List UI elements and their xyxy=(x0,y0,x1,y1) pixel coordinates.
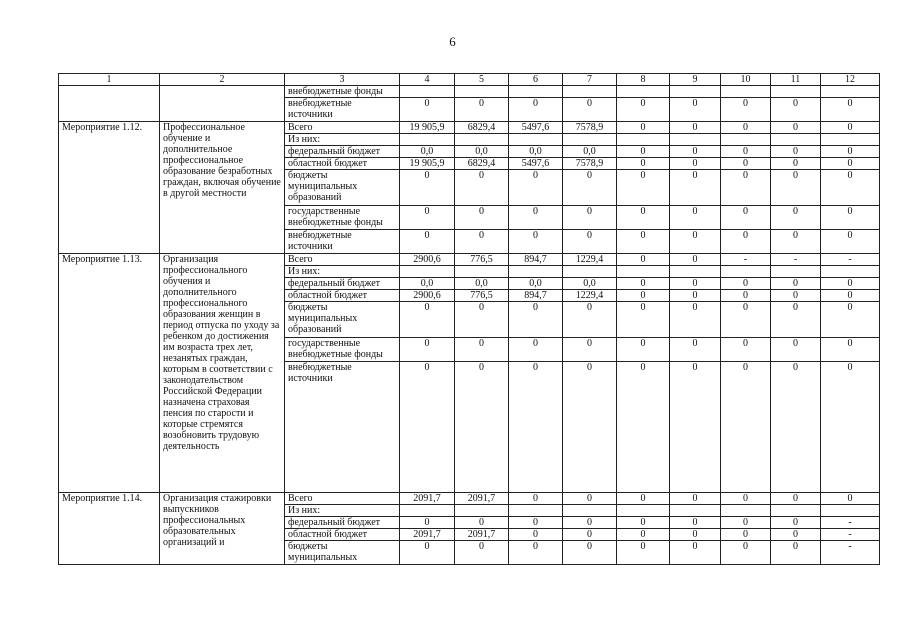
amount-cell: 0 xyxy=(771,529,821,541)
amount-cell: 0 xyxy=(455,338,509,362)
amount-cell: 0 xyxy=(400,170,455,206)
amount-cell xyxy=(509,266,563,278)
amount-cell: 6829,4 xyxy=(455,122,509,134)
amount-cell: 0 xyxy=(721,541,771,565)
amount-cell xyxy=(400,266,455,278)
table-row xyxy=(59,254,880,266)
amount-cell: 5497,6 xyxy=(509,158,563,170)
amount-cell: 0 xyxy=(563,493,617,505)
measure-description xyxy=(160,86,285,122)
amount-cell: 0 xyxy=(721,302,771,338)
measure-label: Мероприятие 1.12. xyxy=(59,122,160,254)
amount-cell: 0 xyxy=(509,517,563,529)
measure-description: Организация стажировки выпускников профессиональных образовательных организаций и xyxy=(160,493,285,565)
amount-cell: 0 xyxy=(400,206,455,230)
table-row xyxy=(59,122,880,134)
amount-cell: 6829,4 xyxy=(455,158,509,170)
amount-cell: 0 xyxy=(617,541,670,565)
amount-cell: 0 xyxy=(617,290,670,302)
amount-cell: 0 xyxy=(771,362,821,493)
amount-cell: 0 xyxy=(771,338,821,362)
amount-cell: 0 xyxy=(617,254,670,266)
amount-cell xyxy=(821,134,880,146)
funding-source: Всего xyxy=(285,254,400,266)
amount-cell xyxy=(509,86,563,98)
amount-cell: 0 xyxy=(670,362,721,493)
amount-cell xyxy=(670,266,721,278)
amount-cell: 2900,6 xyxy=(400,290,455,302)
amount-cell xyxy=(670,86,721,98)
amount-cell: 1229,4 xyxy=(563,254,617,266)
amount-cell: 0 xyxy=(563,230,617,254)
amount-cell: 0 xyxy=(670,146,721,158)
amount-cell xyxy=(617,505,670,517)
funding-source: бюджеты муниципальных xyxy=(285,541,400,565)
amount-cell: 0 xyxy=(670,278,721,290)
amount-cell: 0 xyxy=(771,541,821,565)
amount-cell xyxy=(455,505,509,517)
amount-cell xyxy=(670,134,721,146)
amount-cell: 0 xyxy=(821,302,880,338)
amount-cell xyxy=(721,505,771,517)
amount-cell: 19 905,9 xyxy=(400,158,455,170)
measure-description: Организация профессионального обучения и дополнительного профессионального образования женщин в период отпуска по уходу за ребенком до достижения им возраста трех лет, незанятых граждан, которым в соответствии с законодательством Российской Федерации назначена страховая пенсия по старости и которые стремятся возобновить трудовую деятельность xyxy=(160,254,285,493)
column-number: 6 xyxy=(509,74,563,86)
amount-cell xyxy=(821,266,880,278)
amount-cell: 0 xyxy=(670,541,721,565)
amount-cell: 0 xyxy=(771,158,821,170)
amount-cell: 2091,7 xyxy=(400,529,455,541)
amount-cell: 0 xyxy=(400,302,455,338)
amount-cell: 0 xyxy=(563,170,617,206)
amount-cell: 0 xyxy=(721,146,771,158)
amount-cell: 0 xyxy=(617,302,670,338)
amount-cell: 0 xyxy=(617,338,670,362)
amount-cell: 0 xyxy=(670,254,721,266)
amount-cell: 0 xyxy=(617,170,670,206)
amount-cell: 0 xyxy=(670,98,721,122)
funding-source: областной бюджет xyxy=(285,529,400,541)
column-number: 8 xyxy=(617,74,670,86)
amount-cell: 0,0 xyxy=(509,146,563,158)
amount-cell: 0 xyxy=(821,338,880,362)
amount-cell: 0 xyxy=(455,541,509,565)
amount-cell: 0 xyxy=(563,302,617,338)
amount-cell xyxy=(617,86,670,98)
page-number: 6 xyxy=(449,34,456,49)
column-number: 7 xyxy=(563,74,617,86)
funding-source: федеральный бюджет xyxy=(285,517,400,529)
amount-cell: 0 xyxy=(455,362,509,493)
amount-cell: 0 xyxy=(455,517,509,529)
amount-cell: 0 xyxy=(721,158,771,170)
funding-source: Из них: xyxy=(285,505,400,517)
amount-cell: 0 xyxy=(821,493,880,505)
amount-cell: - xyxy=(721,254,771,266)
amount-cell xyxy=(455,134,509,146)
funding-source: бюджеты муниципальных образований xyxy=(285,170,400,206)
amount-cell: 0,0 xyxy=(400,278,455,290)
amount-cell: 0 xyxy=(821,206,880,230)
amount-cell: 0 xyxy=(721,529,771,541)
amount-cell: 894,7 xyxy=(509,254,563,266)
measure-label: Мероприятие 1.14. xyxy=(59,493,160,565)
measure-label xyxy=(59,86,160,122)
amount-cell: 0 xyxy=(771,98,821,122)
amount-cell: 5497,6 xyxy=(509,122,563,134)
amount-cell: 0 xyxy=(771,278,821,290)
amount-cell: 7578,9 xyxy=(563,158,617,170)
amount-cell: 0 xyxy=(771,517,821,529)
amount-cell: 0 xyxy=(400,98,455,122)
amount-cell: 0 xyxy=(721,170,771,206)
table-row xyxy=(59,493,880,505)
column-number: 5 xyxy=(455,74,509,86)
amount-cell: 2091,7 xyxy=(400,493,455,505)
amount-cell xyxy=(771,86,821,98)
funding-source: федеральный бюджет xyxy=(285,278,400,290)
amount-cell: 0 xyxy=(563,529,617,541)
funding-source: внебюджетные источники xyxy=(285,362,400,493)
amount-cell: 0 xyxy=(617,278,670,290)
amount-cell: 0 xyxy=(400,517,455,529)
amount-cell xyxy=(455,86,509,98)
funding-source: Из них: xyxy=(285,266,400,278)
budget-table xyxy=(58,73,880,565)
amount-cell: 776,5 xyxy=(455,290,509,302)
amount-cell: 0 xyxy=(400,541,455,565)
amount-cell xyxy=(821,86,880,98)
amount-cell: 0 xyxy=(617,206,670,230)
amount-cell: 0 xyxy=(721,517,771,529)
amount-cell: 0 xyxy=(771,230,821,254)
amount-cell: 0 xyxy=(455,170,509,206)
amount-cell: 894,7 xyxy=(509,290,563,302)
amount-cell: 0 xyxy=(670,230,721,254)
amount-cell: 0 xyxy=(563,98,617,122)
amount-cell: 0 xyxy=(509,529,563,541)
amount-cell xyxy=(617,134,670,146)
amount-cell: 0 xyxy=(509,338,563,362)
amount-cell: 2091,7 xyxy=(455,529,509,541)
amount-cell: 0 xyxy=(821,146,880,158)
amount-cell: 0 xyxy=(771,170,821,206)
amount-cell: 0 xyxy=(617,517,670,529)
amount-cell: 0 xyxy=(821,362,880,493)
amount-cell xyxy=(509,134,563,146)
amount-cell xyxy=(617,266,670,278)
amount-cell: 0 xyxy=(617,146,670,158)
funding-source: Всего xyxy=(285,493,400,505)
amount-cell: - xyxy=(821,254,880,266)
amount-cell: 0,0 xyxy=(509,278,563,290)
funding-source: внебюджетные источники xyxy=(285,230,400,254)
funding-source: областной бюджет xyxy=(285,158,400,170)
amount-cell xyxy=(455,266,509,278)
amount-cell: 0 xyxy=(455,302,509,338)
amount-cell: 0,0 xyxy=(563,146,617,158)
amount-cell: 0 xyxy=(670,517,721,529)
amount-cell: 0 xyxy=(509,170,563,206)
amount-cell: 0 xyxy=(455,206,509,230)
funding-source: Из них: xyxy=(285,134,400,146)
funding-source: внебюджетные источники xyxy=(285,98,400,122)
amount-cell: 0 xyxy=(509,493,563,505)
column-number-row xyxy=(59,74,880,86)
column-number: 11 xyxy=(771,74,821,86)
amount-cell xyxy=(670,505,721,517)
amount-cell: 0 xyxy=(771,206,821,230)
amount-cell: 0 xyxy=(617,529,670,541)
funding-source: областной бюджет xyxy=(285,290,400,302)
amount-cell xyxy=(563,134,617,146)
amount-cell: 0 xyxy=(771,146,821,158)
amount-cell xyxy=(821,505,880,517)
amount-cell xyxy=(563,505,617,517)
amount-cell: 0 xyxy=(617,158,670,170)
column-number: 3 xyxy=(285,74,400,86)
amount-cell: 0 xyxy=(670,122,721,134)
amount-cell: 19 905,9 xyxy=(400,122,455,134)
amount-cell: 0 xyxy=(563,206,617,230)
amount-cell: 0,0 xyxy=(455,278,509,290)
amount-cell: 0 xyxy=(617,122,670,134)
amount-cell: 0 xyxy=(670,302,721,338)
amount-cell xyxy=(563,266,617,278)
amount-cell: 0 xyxy=(455,98,509,122)
amount-cell: 0 xyxy=(509,98,563,122)
amount-cell: 0 xyxy=(771,122,821,134)
amount-cell: 2091,7 xyxy=(455,493,509,505)
amount-cell: 1229,4 xyxy=(563,290,617,302)
amount-cell xyxy=(721,266,771,278)
column-number: 12 xyxy=(821,74,880,86)
amount-cell: 0 xyxy=(821,290,880,302)
amount-cell: 0 xyxy=(509,362,563,493)
measure-description: Профессиональное обучение и дополнительное профессиональное образование безработных граждан, включая обучение в другой местности xyxy=(160,122,285,254)
amount-cell xyxy=(771,505,821,517)
amount-cell: 0 xyxy=(821,158,880,170)
amount-cell: 776,5 xyxy=(455,254,509,266)
amount-cell: 0 xyxy=(509,302,563,338)
amount-cell: 0 xyxy=(509,206,563,230)
amount-cell: 0 xyxy=(721,362,771,493)
amount-cell xyxy=(721,134,771,146)
column-number: 10 xyxy=(721,74,771,86)
table-body xyxy=(59,74,880,565)
column-number: 4 xyxy=(400,74,455,86)
column-number: 9 xyxy=(670,74,721,86)
funding-source: Всего xyxy=(285,122,400,134)
amount-cell: 0 xyxy=(721,98,771,122)
amount-cell: 0 xyxy=(670,493,721,505)
amount-cell: 0 xyxy=(821,230,880,254)
amount-cell: 0 xyxy=(771,290,821,302)
amount-cell: 0 xyxy=(721,206,771,230)
amount-cell: 0 xyxy=(771,493,821,505)
amount-cell: 0,0 xyxy=(400,146,455,158)
amount-cell: - xyxy=(821,517,880,529)
amount-cell: 0 xyxy=(721,278,771,290)
amount-cell: - xyxy=(821,541,880,565)
amount-cell: 0 xyxy=(455,230,509,254)
amount-cell: 0 xyxy=(617,98,670,122)
amount-cell: 0 xyxy=(821,278,880,290)
amount-cell: 0 xyxy=(721,122,771,134)
amount-cell xyxy=(721,86,771,98)
amount-cell xyxy=(400,86,455,98)
amount-cell: 0,0 xyxy=(455,146,509,158)
amount-cell: - xyxy=(771,254,821,266)
amount-cell: 0 xyxy=(721,338,771,362)
funding-source: федеральный бюджет xyxy=(285,146,400,158)
amount-cell: 0 xyxy=(617,230,670,254)
amount-cell: 0 xyxy=(670,529,721,541)
amount-cell: 0,0 xyxy=(563,278,617,290)
amount-cell: 0 xyxy=(563,362,617,493)
amount-cell: 0 xyxy=(721,230,771,254)
amount-cell: 0 xyxy=(821,170,880,206)
measure-label: Мероприятие 1.13. xyxy=(59,254,160,493)
amount-cell: 0 xyxy=(563,517,617,529)
funding-source: государственные внебюджетные фонды xyxy=(285,338,400,362)
amount-cell: 0 xyxy=(509,541,563,565)
amount-cell: 2900,6 xyxy=(400,254,455,266)
amount-cell xyxy=(771,266,821,278)
amount-cell: 0 xyxy=(617,493,670,505)
amount-cell: 0 xyxy=(563,338,617,362)
amount-cell: 0 xyxy=(821,98,880,122)
funding-source: бюджеты муниципальных образований xyxy=(285,302,400,338)
table-row xyxy=(59,86,880,98)
amount-cell: 0 xyxy=(670,290,721,302)
amount-cell: 7578,9 xyxy=(563,122,617,134)
amount-cell: 0 xyxy=(670,158,721,170)
amount-cell: 0 xyxy=(721,290,771,302)
amount-cell: 0 xyxy=(509,230,563,254)
amount-cell: 0 xyxy=(821,122,880,134)
column-number: 1 xyxy=(59,74,160,86)
funding-source: внебюджетные фонды xyxy=(285,86,400,98)
funding-source: государственные внебюджетные фонды xyxy=(285,206,400,230)
amount-cell: 0 xyxy=(400,230,455,254)
amount-cell: 0 xyxy=(400,338,455,362)
amount-cell: 0 xyxy=(670,170,721,206)
amount-cell: 0 xyxy=(400,362,455,493)
amount-cell xyxy=(400,134,455,146)
amount-cell xyxy=(771,134,821,146)
amount-cell: 0 xyxy=(771,302,821,338)
amount-cell: 0 xyxy=(563,541,617,565)
amount-cell xyxy=(400,505,455,517)
amount-cell: 0 xyxy=(721,493,771,505)
column-number: 2 xyxy=(160,74,285,86)
amount-cell: 0 xyxy=(617,362,670,493)
amount-cell: 0 xyxy=(670,338,721,362)
amount-cell xyxy=(563,86,617,98)
amount-cell xyxy=(509,505,563,517)
amount-cell: 0 xyxy=(670,206,721,230)
amount-cell: - xyxy=(821,529,880,541)
